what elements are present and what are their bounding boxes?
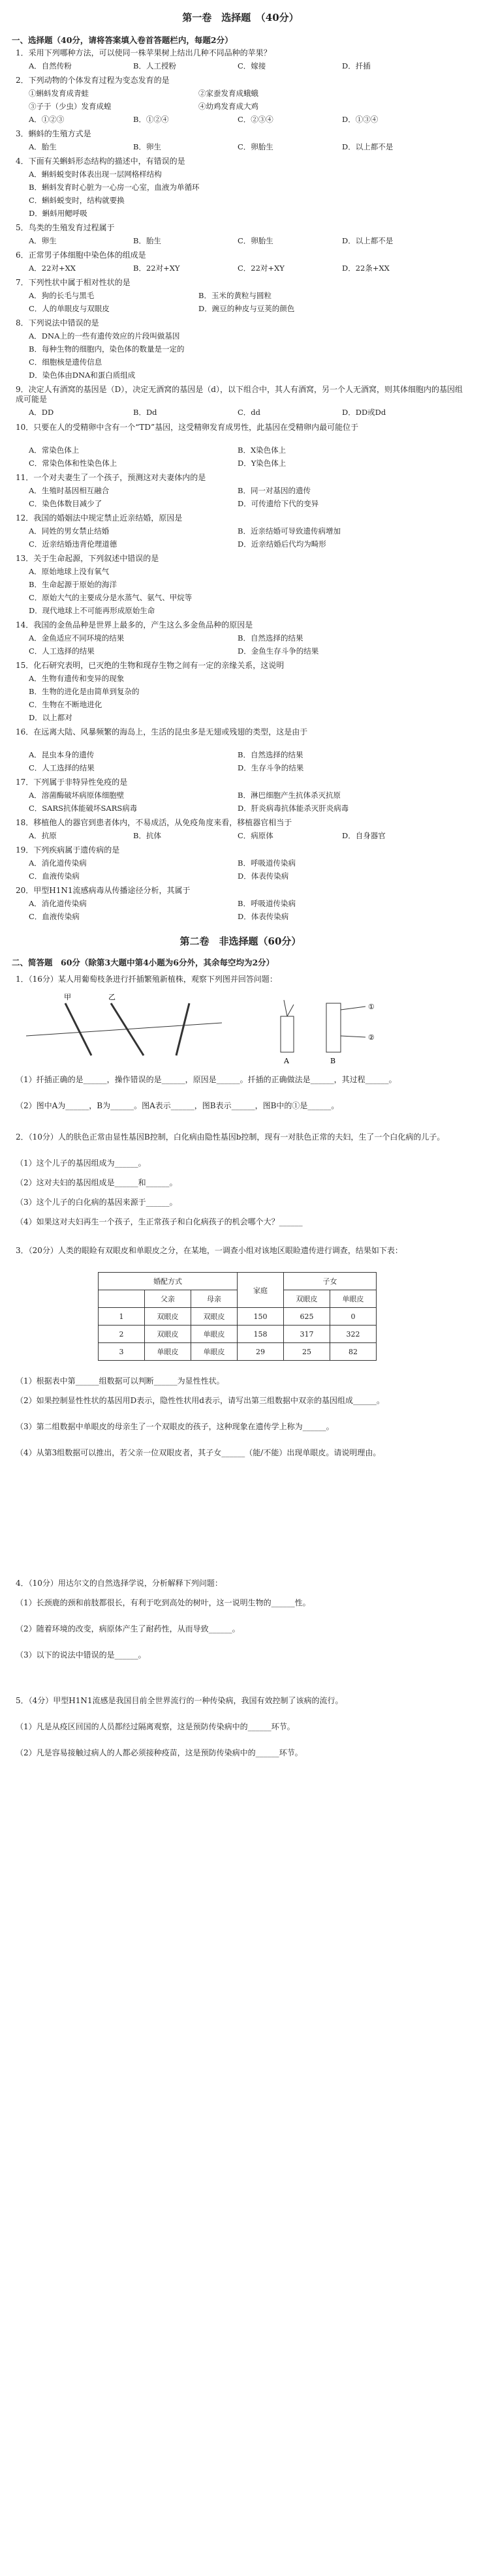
q6-option-c: C．22对+XY [238, 264, 285, 273]
question-13: 13．关于生命起源，下列叙述中错误的是 [16, 554, 159, 563]
q19-option-c: C．血液传染病 [29, 871, 80, 881]
q17-option-d: D．肝炎病毒抗体能杀灭肝炎病毒 [238, 804, 349, 813]
q20-option-b: B．呼吸道传染病 [238, 899, 296, 908]
q18-option-c: C．病原体 [238, 831, 273, 840]
q15-option-c: C．生物在不断地进化 [29, 700, 102, 709]
q2-item-2: ②家蚕发育成蛾蛾 [198, 89, 258, 98]
table-head-single: 单眼皮 [330, 1290, 377, 1308]
q16-option-c: C．人工选择的结果 [29, 763, 95, 772]
q18-option-a: A．抗原 [29, 831, 57, 840]
q2-option-c: C．②③④ [238, 115, 273, 124]
q13-option-c: C．原始大气的主要成分是水蒸气、氨气、甲烷等 [29, 593, 193, 602]
q7-option-c: C．人的单眼皮与双眼皮 [29, 304, 110, 313]
q18-option-b: B．抗体 [133, 831, 161, 840]
table-head-children: 子女 [284, 1273, 377, 1290]
q10-option-b: B．X染色体上 [238, 446, 287, 455]
q15-option-a: A．生物有遗传和变异的现象 [29, 674, 125, 683]
q13-option-b: B．生命起源于原始的海洋 [29, 580, 117, 589]
s2-sub1: （1）这个儿子的基因组成为______。 [16, 1159, 146, 1168]
q14-option-c: C．人工选择的结果 [29, 646, 95, 656]
q9-option-d: D．DD或Dd [342, 408, 386, 417]
short-question-5: 5．（4分）甲型H1N1流感是我国目前全世界流行的一种传染病，我国有效控制了该病的流行。 [16, 1696, 343, 1705]
table-head-double: 双眼皮 [284, 1290, 330, 1308]
s3-sub1: （1）根据表中第______组数据可以判断______为显性性状。 [16, 1376, 225, 1386]
s3-sub2: （2）如果控制显性性状的基因用D表示，隐性性状用d表示，请写出第三组数据中双亲的基因组成______。 [16, 1396, 384, 1405]
q1-option-a: A．自然传粉 [29, 61, 72, 70]
q3-option-c: C．卵胎生 [238, 142, 273, 151]
q2-item-1: ①蝌蚪发育成青蛙 [29, 89, 89, 98]
q10-option-d: D．Y染色体上 [238, 459, 287, 468]
q14-option-b: B．自然选择的结果 [238, 633, 303, 643]
q17-option-a: A．溶菌酶破坏病原体细胞壁 [29, 791, 125, 800]
s1-sub1: （1）扦插正确的是______，操作错误的是______，原因是______。扦插的正确做法是______，其过程______。 [16, 1075, 397, 1084]
q2-option-a: A．①②③ [29, 115, 65, 124]
table-head-father: 父亲 [145, 1290, 191, 1308]
q9-option-b: B．Dd [133, 408, 157, 417]
q17-option-b: B．淋巴细胞产生抗体杀灭抗原 [238, 791, 341, 800]
label-circle-1: ① [368, 1003, 375, 1011]
q1-option-c: C．嫁接 [238, 61, 266, 70]
question-1: 1．采用下列哪种方法，可以使同一株苹果树上结出几种不同品种的苹果？ [16, 48, 272, 57]
q8-option-b: B．每种生物的细胞内，染色体的数量是一定的 [29, 344, 185, 354]
question-9: 9．决定人有酒窝的基因是（D），决定无酒窝的基因是（d），以下组合中，其人有酒窝，另一个人无酒窝，则其体细胞内的基因组成可能是 [16, 385, 463, 404]
s4-sub1: （1）长颈鹿的颈和前肢都很长，有利于吃到高处的树叶，这一说明生物的______性。 [16, 1598, 311, 1607]
question-4: 4．下面有关蝌蚪形态结构的描述中，有错误的是 [16, 157, 185, 166]
q5-option-c: C．卵胎生 [238, 236, 273, 245]
label-yi: 乙 [108, 993, 116, 1001]
question-7: 7．下列性状中属于相对性状的是 [16, 278, 131, 287]
question-15: 15．化石研究表明，已灭绝的生物和现存生物之间有一定的亲缘关系，这说明 [16, 661, 285, 670]
s4-sub2: （2）随着环境的改变，病原体产生了耐药性，从而导致______。 [16, 1624, 240, 1633]
q6-option-a: A．22对+XX [29, 264, 76, 273]
table-row: 2 双眼皮 单眼皮 158 317 322 [99, 1326, 377, 1343]
table-head-family: 家庭 [238, 1273, 284, 1308]
q14-option-d: D．金鱼生存斗争的结果 [238, 646, 319, 656]
short-question-1: 1．（16分）某人用葡萄枝条进行扦插繁殖新植株，观察下列图并回答问题： [16, 975, 277, 984]
q19-option-a: A．消化道传染病 [29, 858, 87, 868]
question-17: 17．下列属于非特异性免疫的是 [16, 778, 128, 787]
q8-option-d: D．染色体由DNA和蛋白质组成 [29, 371, 136, 380]
q2-option-d: D．①③④ [342, 115, 379, 124]
label-jia: 甲 [64, 993, 71, 1001]
q7-option-a: A．狗的长毛与黑毛 [29, 291, 95, 300]
question-2: 2．下列动物的个体发育过程为变态发育的是 [16, 76, 170, 85]
short-question-2: 2．（10分）人的肤色正常由显性基因B控制，白化病由隐性基因b控制，现有一对肤色正常的夫妇，生了一个白化病的儿子。 [16, 1132, 445, 1142]
q1-option-d: D．扦插 [342, 61, 371, 70]
q16-option-b: B．自然选择的结果 [238, 750, 303, 759]
q8-option-a: A．DNA上的一些有遗传效应的片段叫做基因 [29, 331, 180, 341]
q15-option-b: B．生物的进化是由简单到复杂的 [29, 687, 140, 696]
question-18: 18．移植他人的器官到患者体内，不易成活，从免疫角度来看，移植器官相当于 [16, 818, 292, 827]
q5-option-b: B．胎生 [133, 236, 161, 245]
q11-option-b: B．同一对基因的遗传 [238, 486, 311, 495]
q20-option-d: D．体表传染病 [238, 912, 289, 921]
q12-option-a: A．同姓的男女禁止结婚 [29, 526, 110, 536]
label-circle-2: ② [368, 1033, 375, 1042]
s1-sub2: （2）图中A为______，B为______。图A表示______，图B表示______，图B中的①是______。 [16, 1101, 339, 1110]
cutting-figure [26, 990, 450, 1068]
short-question-4: 4．（10分）用达尔文的自然选择学说，分析解释下列问题： [16, 1579, 223, 1588]
question-5: 5．鸟类的生殖发育过程属于 [16, 223, 115, 232]
q4-option-c: C．蝌蚪蜕变时，结构就要换 [29, 196, 125, 205]
section1-heading: 一、选择题（40分，请将答案填入卷首答题栏内，每题2分） [12, 35, 233, 45]
question-11: 11．一个对夫妻生了一个孩子，预测这对夫妻体内的是 [16, 473, 206, 482]
q12-option-c: C．近亲结婚违背伦理道德 [29, 539, 117, 549]
q14-option-a: A．金鱼适应不同环境的结果 [29, 633, 125, 643]
q2-item-3: ③子于（少虫）发育成蝗 [29, 102, 112, 111]
q1-option-b: B．人工授粉 [133, 61, 176, 70]
s2-sub2: （2）这对夫妇的基因组成是______和______。 [16, 1178, 178, 1187]
q19-option-d: D．体表传染病 [238, 871, 289, 881]
q5-option-a: A．卵生 [29, 236, 57, 245]
q10-option-c: C．常染色体和性染色体上 [29, 459, 117, 468]
q11-option-d: D．可传遗给下代的变异 [238, 499, 319, 508]
s3-sub4: （4）从第3组数据可以推出，若父亲一位双眼皮者，其子女______（能/不能）出现单眼皮。请说明理由。 [16, 1448, 381, 1457]
question-16: 16．在远离大陆、风暴频繁的海岛上，生活的昆虫多是无翅或残翅的类型，这是由于 [16, 727, 308, 736]
q13-option-a: A．原始地球上没有氧气 [29, 567, 110, 576]
q13-option-d: D．现代地球上不可能再形成原始生命 [29, 606, 155, 615]
q20-option-c: C．血液传染病 [29, 912, 80, 921]
part1-title: 第一卷 选择题 （40分） [182, 12, 299, 23]
q9-option-a: A．DD [29, 408, 54, 417]
q5-option-d: D．以上都不是 [342, 236, 394, 245]
s4-sub3: （3）以下的说法中错误的是______。 [16, 1650, 146, 1659]
q11-option-a: A．生殖时基因相互融合 [29, 486, 110, 495]
q20-option-a: A．消化道传染病 [29, 899, 87, 908]
question-3: 3．蝌蚪的生殖方式是 [16, 129, 91, 138]
q3-option-a: A．胎生 [29, 142, 57, 151]
label-b: B [330, 1057, 336, 1065]
q12-option-d: D．近亲结婚后代均为畸形 [238, 539, 326, 549]
q18-option-d: D．自身器官 [342, 831, 386, 840]
q7-option-d: D．豌豆的种皮与豆荚的颜色 [198, 304, 295, 313]
table-head-pairing: 婚配方式 [99, 1273, 238, 1290]
q11-option-c: C．染色体数目减少了 [29, 499, 102, 508]
question-10: 10．只要在人的受精卵中含有一个“TD”基因，这受精卵发育成男性，此基因在受精卵内最可能位于 [16, 423, 359, 432]
table-row: 1 双眼皮 双眼皮 150 625 0 [99, 1308, 377, 1326]
q10-option-a: A．常染色体上 [29, 446, 80, 455]
q19-option-b: B．呼吸道传染病 [238, 858, 296, 868]
s2-sub4: （4）如果这对夫妇再生一个孩子，生正常孩子和白化病孩子的机会哪个大？______ [16, 1217, 303, 1226]
q15-option-d: D．以上都对 [29, 713, 72, 722]
question-14: 14．我国的金鱼品种是世界上最多的，产生这么多金鱼品种的原因是 [16, 620, 253, 629]
q9-option-c: C．dd [238, 408, 261, 417]
q3-option-d: D．以上都不是 [342, 142, 394, 151]
q2-option-b: B．①②④ [133, 115, 169, 124]
q3-option-b: B．卵生 [133, 142, 161, 151]
q16-option-a: A．昆虫本身的遗传 [29, 750, 95, 759]
question-12: 12．我国的婚姻法中规定禁止近亲结婚，原因是 [16, 513, 183, 523]
q8-option-c: C．细胞核是遗传信息 [29, 357, 102, 367]
question-19: 19．下列疾病属于遗传病的是 [16, 845, 120, 855]
table-row: 3 单眼皮 单眼皮 29 25 82 [99, 1343, 377, 1361]
s3-sub3: （3）第二组数据中单眼皮的母亲生了一个双眼皮的孩子，这种现象在遗传学上称为______。 [16, 1422, 334, 1431]
q17-option-c: C．SARS抗体能破坏SARS病毒 [29, 804, 138, 813]
part2-title: 第二卷 非选择题（60分） [179, 935, 302, 947]
eyelid-survey-table [98, 1272, 377, 1361]
s5-sub2: （2）凡是容易接触过病人的人都必须接种疫苗，这是预防传染病中的______环节。 [16, 1748, 303, 1757]
table-head-mother: 母亲 [191, 1290, 238, 1308]
short-question-3: 3．（20分）人类的眼睑有双眼皮和单眼皮之分，在某地，一调查小组对该地区眼睑遗传进行调查，结果如下表： [16, 1246, 403, 1255]
q2-item-4: ④幼鸡发育成大鸡 [198, 102, 258, 111]
q6-option-d: D．22条+XX [342, 264, 390, 273]
q6-option-b: B．22对+XY [133, 264, 180, 273]
q16-option-d: D．生存斗争的结果 [238, 763, 304, 772]
s5-sub1: （1）凡是从疫区回国的人员都经过隔离观察，这是预防传染病中的______环节。 [16, 1722, 295, 1731]
q7-option-b: B．玉米的黄粒与圆粒 [198, 291, 272, 300]
question-20: 20．甲型H1N1流感病毒从传播途径分析，其属于 [16, 886, 191, 895]
q4-option-b: B．蝌蚪发育时心脏为一心房一心室，血液为单循环 [29, 183, 200, 192]
q12-option-b: B．近亲结婚可导致遗传病增加 [238, 526, 341, 536]
question-8: 8．下列说法中错误的是 [16, 318, 99, 327]
q4-option-d: D．蝌蚪用鳃呼吸 [29, 209, 87, 218]
section2-heading: 二、简答题 60分（除第3大题中第4小题为6分外，其余每空均为2分） [12, 958, 275, 967]
q4-option-a: A．蝌蚪蜕变时体表出现一层网格样结构 [29, 170, 162, 179]
s2-sub3: （3）这个儿子的白化病的基因来源于______。 [16, 1198, 178, 1207]
question-6: 6．正常男子体细胞中染色体的组成是 [16, 250, 146, 260]
label-a: A [284, 1057, 289, 1065]
